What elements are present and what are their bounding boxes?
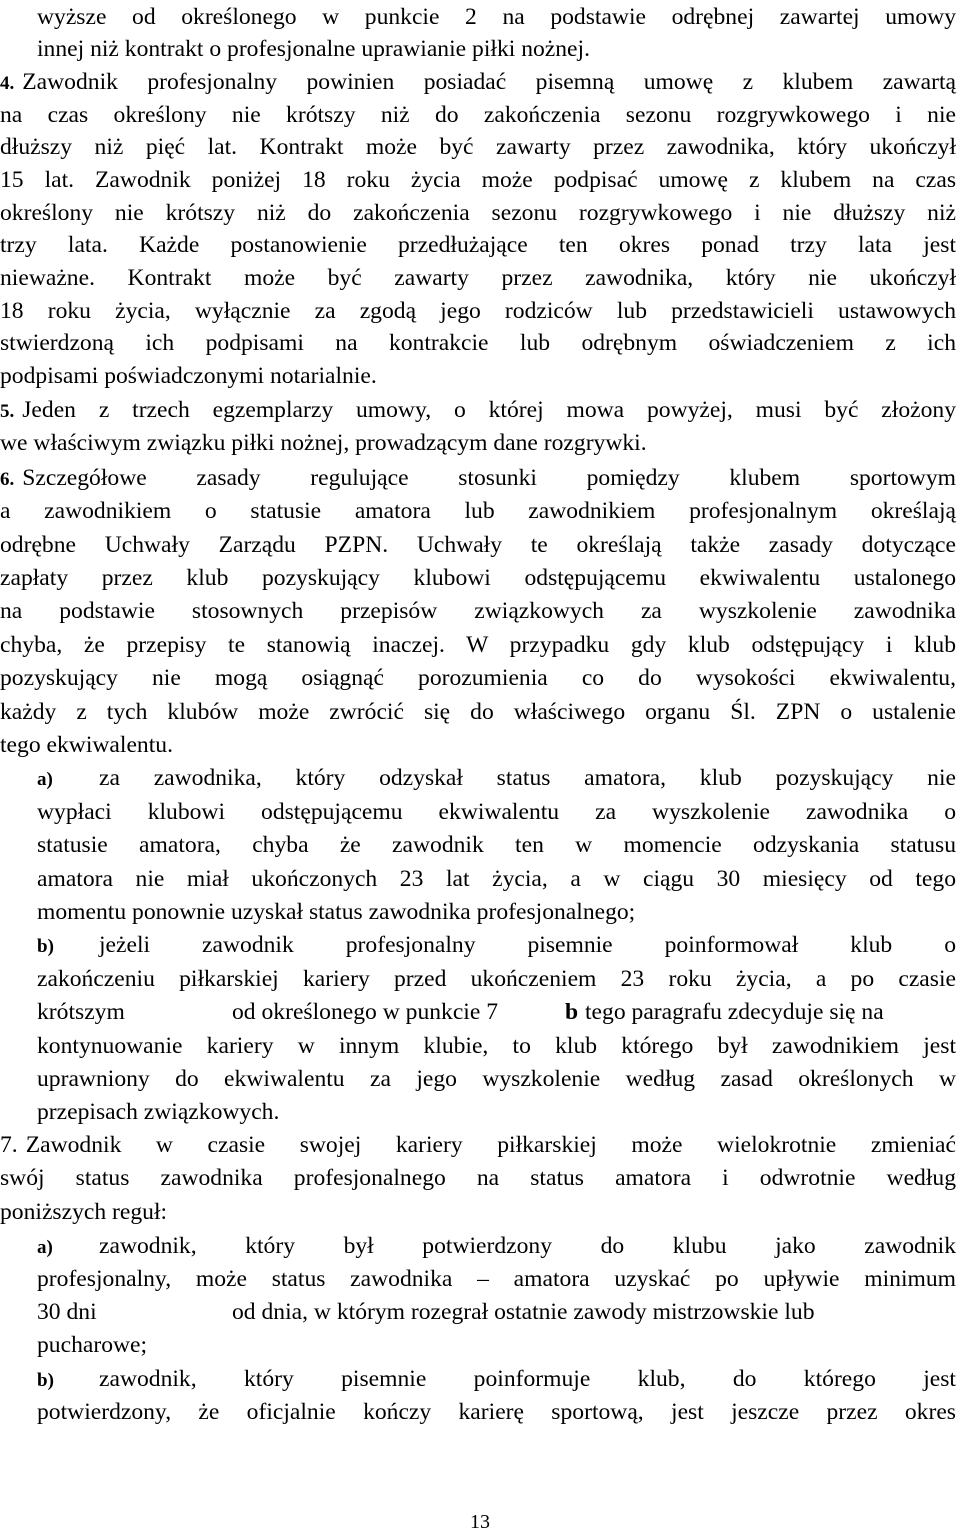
text-line: dłuższy niż pięć lat. Kontrakt może być zawarty przez zawodnika, który ukończył [0,134,956,160]
text-line: pucharowe; [37,1332,148,1358]
text-line: chyba, że przepisy te stanowią inaczej. W przypadku gdy klub odstępujący i klub [0,632,956,658]
text-line: 18 roku życia, wyłącznie za zgodą jego rodziców lub przedstawicieli ustawowych [0,298,956,324]
text-line: stwierdzoną ich podpisami na kontrakcie lub odrębnym oświadczeniem z ich [0,330,956,356]
subitem-marker: a) [37,769,53,790]
text-line: trzy lata. Każde postanowienie przedłużające ten okres ponad trzy lata jest [0,232,956,258]
paragraph-6-line: 6. Szczegółowe zasady regulujące stosunki pomiędzy klubem sportowym [0,465,956,491]
subitem-marker: b) [37,1370,54,1391]
paragraph-number: 5. [0,401,15,422]
text-line: wypłaci klubowi odstępującemu ekwiwalentu za wyszkolenie zawodnika o [37,799,956,825]
text-line-gapped: 30 dni od dnia, w którym rozegrał ostatnie zawody mistrzowskie lub [37,1299,815,1325]
subitem-b-line: b) zawodnik, który pisemnie poinformuje klub, do którego jest [37,1362,956,1396]
text-line: pozyskujący nie mogą osiągnąć porozumienia co do wysokości ekwiwalentu, [0,665,956,691]
text-line: określony nie krótszy niż do zakończenia sezonu rozgrywkowego i nie dłuższy niż [0,200,956,226]
text-line: każdy z tych klubów może zwrócić się do właściwego organu Śl. ZPN o ustalenie [0,699,956,725]
text-line: zapłaty przez klub pozyskujący klubowi odstępującemu ekwiwalentu ustalonego [0,565,956,591]
text-line: wyższe od określonego w punkcie 2 na podstawie odrębnej zawartej umowy [37,4,956,30]
paragraph-7-line: 7. Zawodnik w czasie swojej kariery piłkarskiej może wielokrotnie zmieniać [0,1132,956,1158]
text-line: amatora nie miał ukończonych 23 lat życia, a w ciągu 30 miesięcy od tego [37,866,956,892]
subitem-b-line: b) jeżeli zawodnik profesjonalny pisemnie poinformował klub o [37,928,956,962]
paragraph-5-line: 5. Jeden z trzech egzemplarzy umowy, o której mowa powyżej, musi być złożony [0,397,956,423]
text-line: na podstawie stosownych przepisów związkowych za wyszkolenie zawodnika [0,598,956,624]
text-line: innej niż kontrakt o profesjonalne uprawianie piłki nożnej. [37,36,590,62]
text-line: uprawniony do ekwiwalentu za jego wyszkolenie według zasad określonych w [37,1066,956,1092]
text-line: podpisami poświadczonymi notarialnie. [0,363,377,389]
text-line: 15 lat. Zawodnik poniżej 18 roku życia może podpisać umowę z klubem na czas [0,167,956,193]
text-line: tego ekwiwalentu. [0,732,173,758]
paragraph-4-line: 4. Zawodnik profesjonalny powinien posiadać pisemną umowę z klubem zawartą [0,69,956,95]
text-line: momentu ponownie uzyskał status zawodnika profesjonalnego; [37,899,636,925]
subitem-marker: a) [37,1237,53,1258]
text-line: we właściwym związku piłki nożnej, prowadzącym dane rozgrywki. [0,430,647,456]
paragraph-number: 6. [0,469,15,490]
text-line: na czas określony nie krótszy niż do zakończenia sezonu rozgrywkowego i nie [0,102,956,128]
text-line: przepisach związkowych. [37,1099,280,1125]
paragraph-number: 7. [0,1132,18,1158]
text-line-gapped: krótszym od określonego w punkcie 7 b tego paragrafu zdecyduje się na [37,999,884,1025]
text-line: poniższych reguł: [0,1199,168,1225]
text-line: zakończeniu piłkarskiej kariery przed ukończeniem 23 roku życia, a po czasie [37,966,956,992]
text-line: a zawodnikiem o statusie amatora lub zawodnikiem profesjonalnym określają [0,498,956,524]
text-line: kontynuowanie kariery w innym klubie, to klub którego był zawodnikiem jest [37,1033,956,1059]
subitem-a-line: a) za zawodnika, który odzyskał status amatora, klub pozyskujący nie [37,761,956,795]
text-line: profesjonalny, może status zawodnika – amatora uzyskać po upływie minimum [37,1266,956,1292]
text-line: potwierdzony, że oficjalnie kończy karierę sportową, jest jeszcze przez okres [37,1399,956,1425]
page-number: 13 [470,1511,490,1533]
text-line: odrębne Uchwały Zarządu PZPN. Uchwały te określają także zasady dotyczące [0,532,956,558]
text-line: nieważne. Kontrakt może być zawarty przez zawodnika, który nie ukończył [0,265,956,291]
subitem-a-line: a) zawodnik, który był potwierdzony do klubu jako zawodnik [37,1229,956,1263]
text-line: statusie amatora, chyba że zawodnik ten w momencie odzyskania statusu [37,832,956,858]
subitem-marker: b) [37,936,54,957]
text-line: swój status zawodnika profesjonalnego na status amatora i odwrotnie według [0,1165,956,1191]
paragraph-number: 4. [0,73,15,94]
